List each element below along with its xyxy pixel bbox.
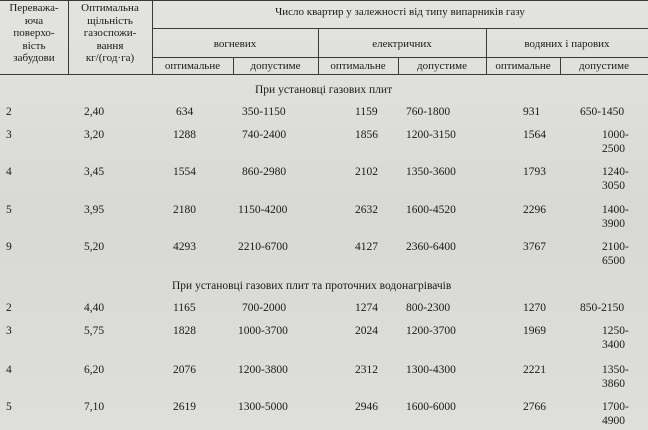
cell-fire-perm: 350-1150 [242, 106, 286, 118]
cell-fire-opt: 2076 [173, 364, 196, 376]
cell-fire-perm: 1150-4200 [238, 204, 288, 216]
cell-water-perm: 1700- [602, 401, 629, 413]
cell-fire-perm: 700-2000 [242, 302, 287, 314]
cell-electric-opt: 2312 [355, 364, 378, 376]
header-density-line: газоспожи- [83, 27, 137, 40]
cell-water-opt: 2221 [523, 364, 546, 376]
header-density-line: щільність [87, 14, 133, 27]
cell-density: 6,20 [84, 364, 105, 376]
cell-electric-perm: 1350-3600 [406, 166, 456, 178]
cell-electric-opt: 2946 [355, 401, 378, 413]
cell-fire-opt: 1828 [173, 325, 196, 337]
cell-electric-opt: 4127 [355, 241, 378, 253]
cell-water-opt: 2296 [523, 204, 546, 216]
cell-fire-perm: 1300-5000 [238, 401, 288, 413]
cell-electric-perm: 2360-6400 [406, 241, 456, 253]
cell-water-perm: 2500 [602, 143, 625, 155]
header-water: водяних і парових [524, 38, 610, 50]
cell-electric-opt: 2024 [355, 325, 378, 337]
cell-water-perm: 4900 [602, 415, 625, 427]
cell-floors: 9 [6, 241, 12, 253]
cell-fire-opt: 2180 [173, 204, 196, 216]
cell-fire-perm: 2210-6700 [238, 241, 288, 253]
cell-floors: 5 [6, 401, 12, 413]
cell-electric-perm: 1300-4300 [406, 364, 456, 376]
header-fire: вогневих [213, 38, 257, 50]
header-density-line: Оптимальна [81, 2, 139, 14]
cell-water-perm: 3900 [602, 218, 625, 230]
cell-density: 3,95 [84, 204, 105, 216]
cell-electric-opt: 1274 [355, 302, 378, 314]
cell-water-perm: 6500 [602, 255, 625, 267]
cell-water-perm: 3050 [602, 180, 625, 192]
header-floors-line: вість [22, 39, 46, 52]
header-water-opt: оптимальне [495, 60, 551, 72]
cell-electric-opt: 2102 [355, 166, 378, 178]
cell-electric-perm: 1600-6000 [406, 401, 456, 413]
cell-fire-opt: 1554 [173, 166, 196, 178]
cell-water-perm: 650-1450 [580, 106, 625, 118]
cell-floors: 3 [6, 129, 12, 141]
cell-water-perm: 1000- [602, 129, 629, 141]
cell-water-perm: 1240- [602, 166, 629, 178]
cell-fire-perm: 860-2980 [242, 166, 287, 178]
header-electric: електричних [372, 38, 432, 50]
cell-water-perm: 3400 [602, 339, 625, 351]
cell-water-opt: 931 [523, 106, 541, 118]
cell-floors: 3 [6, 325, 12, 337]
cell-floors: 2 [6, 106, 12, 118]
header-density-line: кг/(год·га) [85, 52, 135, 65]
cell-electric-perm: 1200-3150 [406, 129, 456, 141]
cell-water-opt: 1564 [523, 129, 546, 141]
cell-density: 7,10 [84, 401, 105, 413]
cell-density: 3,20 [84, 129, 105, 141]
header-floors [0, 2, 68, 65]
section-title-gas-stoves-heaters: При установці газових плит та проточних водонагрівачів [172, 280, 452, 292]
cell-electric-perm: 760-1800 [406, 106, 451, 118]
header-fire-perm: допустиме [250, 60, 301, 72]
cell-electric-opt: 2632 [355, 204, 378, 216]
cell-water-opt: 1969 [523, 325, 546, 337]
header-floors-line: Переважа- [9, 2, 59, 14]
header-apartments-title: Число квартир у залежності від типу випарників газу [275, 6, 525, 18]
cell-density: 2,40 [84, 106, 105, 118]
header-density-line: вання [96, 39, 124, 52]
cell-density: 5,75 [84, 325, 105, 337]
header-density [68, 2, 152, 65]
cell-water-perm: 850-2150 [580, 302, 625, 314]
cell-density: 4,40 [84, 302, 105, 314]
cell-fire-opt: 2619 [173, 401, 196, 413]
header-floors-line: юча [24, 14, 44, 27]
cell-water-perm: 1350- [602, 364, 629, 376]
cell-fire-opt: 1165 [173, 302, 196, 314]
cell-water-perm: 3860 [602, 378, 625, 390]
cell-fire-opt: 4293 [173, 241, 196, 253]
cell-electric-opt: 1856 [355, 129, 378, 141]
cell-density: 3,45 [84, 166, 105, 178]
cell-electric-perm: 1200-3700 [406, 325, 456, 337]
cell-electric-perm: 1600-4520 [406, 204, 456, 216]
header-floors-line: забудови [13, 52, 55, 65]
cell-density: 5,20 [84, 241, 105, 253]
cell-fire-perm: 740-2400 [242, 129, 287, 141]
header-electric-opt: оптимальне [330, 60, 386, 72]
cell-electric-opt: 1159 [355, 106, 378, 118]
cell-electric-perm: 800-2300 [406, 302, 451, 314]
cell-fire-perm: 1000-3700 [238, 325, 288, 337]
cell-water-opt: 1270 [523, 302, 546, 314]
cell-floors: 4 [6, 166, 12, 178]
cell-floors: 5 [6, 204, 12, 216]
header-fire-opt: оптимальне [164, 60, 221, 72]
cell-water-perm: 2100- [602, 241, 629, 253]
section-title-gas-stoves: При установці газових плит [255, 84, 393, 96]
cell-floors: 2 [6, 302, 12, 314]
header-floors-line: поверхо- [13, 27, 55, 40]
cell-fire-opt: 1288 [173, 129, 196, 141]
cell-water-perm: 1400- [602, 204, 629, 216]
header-electric-perm: допустиме [417, 60, 467, 72]
cell-floors: 4 [6, 364, 12, 376]
cell-water-opt: 3767 [523, 241, 546, 253]
cell-fire-perm: 1200-3800 [238, 364, 288, 376]
cell-water-perm: 1250- [602, 325, 629, 337]
cell-water-opt: 2766 [523, 401, 546, 413]
header-water-perm: допустиме [579, 60, 629, 72]
cell-fire-opt: 634 [176, 106, 194, 118]
cell-water-opt: 1793 [523, 166, 546, 178]
